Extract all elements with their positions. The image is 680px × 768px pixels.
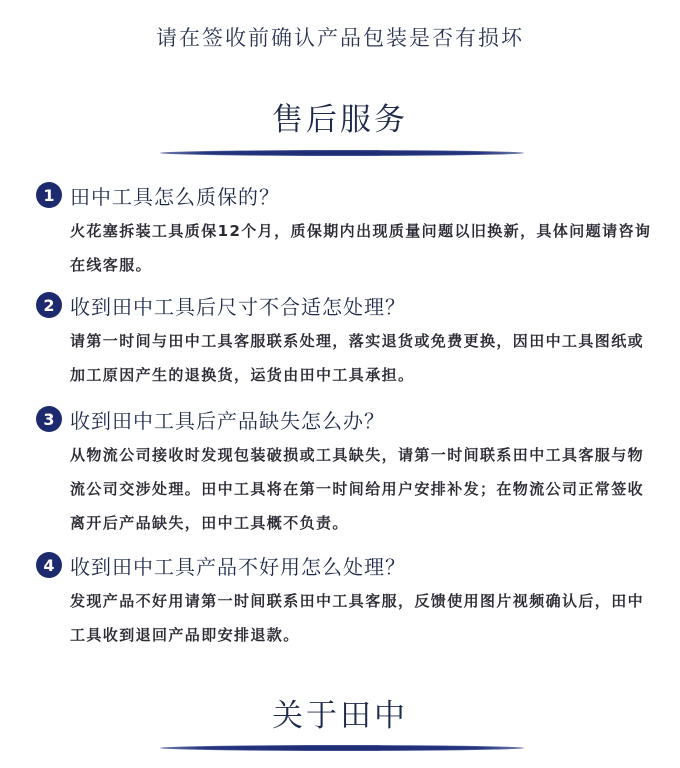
- faq-question-text: 收到田中工具后尺寸不合适怎处理？: [70, 294, 406, 319]
- faq-question-text: 田中工具怎么质保的？: [70, 184, 280, 209]
- faq-item-wrong-size: [36, 290, 656, 392]
- package-check-notice: 请在签收前确认产品包装是否有损坏: [156, 26, 524, 50]
- title-divider: [160, 150, 524, 156]
- faq-answer: 请第一时间与田中工具客服联系处理，落实退货或免费更换，因田中工具图纸或加工原因产生的退换货，运货由田中工具承担。: [70, 332, 645, 384]
- number-badge: 3: [36, 406, 62, 432]
- about-title: 关于田中: [272, 698, 408, 734]
- faq-answer: 火花塞拆装工具质保12个月，质保期内出现质量问题以旧换新，具体问题请咨询在线客服。: [70, 222, 652, 274]
- faq-question: [36, 290, 656, 320]
- after-sales-title: 售后服务: [272, 102, 408, 138]
- faq-answer: 发现产品不好用请第一时间联系田中工具客服，反馈使用图片视频确认后，田中工具收到退回产品即安排退款。: [70, 592, 645, 644]
- number-badge: 2: [36, 292, 62, 318]
- faq-answer: 从物流公司接收时发现包装破损或工具缺失，请第一时间联系田中工具客服与物流公司交涉处理。田中工具将在第一时间给用户安排补发；在物流公司正常签收离开后产品缺失，田中工具概不负责。: [70, 446, 645, 532]
- faq-question: [36, 404, 656, 434]
- faq-item-refund: [36, 550, 656, 652]
- number-badge: 1: [36, 182, 62, 208]
- faq-question-text: 收到田中工具后产品缺失怎么办？: [70, 408, 385, 433]
- faq-item-warranty: [36, 180, 656, 282]
- faq-item-missing-product: [36, 404, 656, 540]
- faq-question: [36, 550, 656, 580]
- faq-question: [36, 180, 656, 210]
- title-divider: [160, 745, 524, 751]
- faq-question-text: 收到田中工具产品不好用怎么处理？: [70, 554, 406, 579]
- number-badge: 4: [36, 552, 62, 578]
